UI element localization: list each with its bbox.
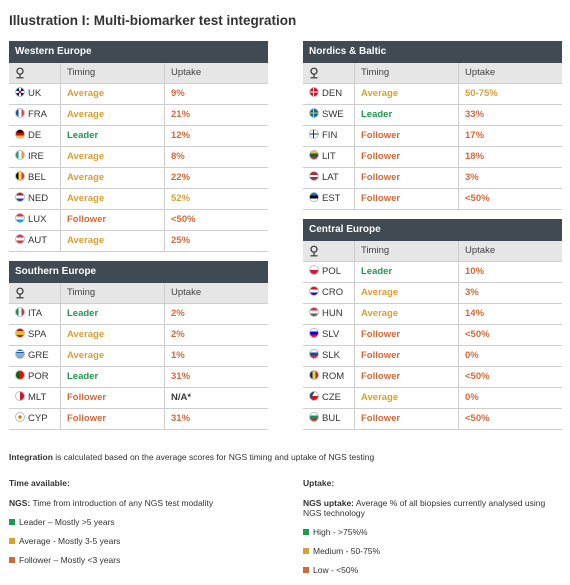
timing-cell: Average — [61, 346, 165, 366]
country-cell — [303, 189, 355, 209]
location-pin-icon — [308, 245, 320, 257]
country-cell — [9, 231, 61, 251]
de-flag-icon — [15, 129, 25, 139]
table-row — [9, 325, 268, 346]
table-row — [303, 105, 562, 126]
country-cell — [9, 304, 61, 324]
uptake-column-header: Uptake — [465, 245, 496, 256]
cyp-flag-icon — [15, 412, 25, 422]
uptake-column-header: Uptake — [171, 287, 202, 298]
country-cell — [9, 84, 61, 104]
leader-swatch — [9, 519, 15, 525]
uptake-column-header: Uptake — [465, 67, 496, 78]
uptake-heading: Uptake: — [303, 478, 335, 488]
country-code: CZE — [322, 392, 341, 403]
table-row — [303, 367, 562, 388]
follower-swatch — [9, 557, 15, 563]
fra-flag-icon — [15, 108, 25, 118]
medium-swatch — [303, 548, 309, 554]
timing-cell: Follower — [61, 210, 165, 230]
country-code: HUN — [322, 308, 343, 319]
country-code: MLT — [28, 392, 47, 403]
country-code: SLV — [322, 329, 340, 340]
table-row — [9, 84, 268, 105]
table-row — [9, 189, 268, 210]
gre-flag-icon — [15, 349, 25, 359]
ita-flag-icon — [15, 307, 25, 317]
country-code: NED — [28, 193, 49, 204]
timing-cell: Average — [61, 84, 165, 104]
uptake-cell: <50% — [465, 193, 490, 204]
country-code: CYP — [28, 413, 48, 424]
lat-flag-icon — [309, 171, 319, 181]
uptake-cell: 18% — [465, 151, 485, 162]
country-code: EST — [322, 193, 341, 204]
table-row — [9, 346, 268, 367]
timing-cell: Average — [355, 388, 459, 408]
country-cell — [9, 168, 61, 188]
table-row — [9, 126, 268, 147]
timing-column-header: Timing — [355, 63, 459, 83]
integration-note: Integration is calculated based on the average scores for NGS timing and uptake of NGS testing — [9, 452, 375, 462]
uptake-cell: 50-75% — [465, 88, 498, 99]
table-row — [9, 388, 268, 409]
panel-western-europe — [9, 41, 268, 252]
table-row — [303, 283, 562, 304]
bul-flag-icon — [309, 412, 319, 422]
column-header-row — [303, 241, 562, 262]
rom-flag-icon — [309, 370, 319, 380]
country-code: LIT — [322, 151, 336, 162]
timing-cell: Follower — [355, 367, 459, 387]
country-cell — [9, 189, 61, 209]
uk-flag-icon — [15, 87, 25, 97]
country-cell — [303, 105, 355, 125]
location-column-header — [9, 63, 61, 83]
location-pin-icon — [308, 67, 320, 79]
country-cell — [303, 325, 355, 345]
pol-flag-icon — [309, 265, 319, 275]
country-cell — [303, 262, 355, 282]
uptake-cell: 3% — [465, 287, 479, 298]
country-code: POR — [28, 371, 49, 382]
uptake-cell: 25% — [171, 235, 191, 246]
uptake-cell: 1% — [171, 350, 185, 361]
lit-flag-icon — [309, 150, 319, 160]
table-row — [303, 126, 562, 147]
fin-flag-icon — [309, 129, 319, 139]
time-available-heading: Time available: — [9, 478, 70, 488]
uptake-cell: 3% — [465, 172, 479, 183]
panel-nordics-baltic — [303, 41, 562, 210]
country-cell — [9, 367, 61, 387]
timing-cell: Leader — [61, 367, 165, 387]
uptake-cell: 31% — [171, 413, 191, 424]
cze-flag-icon — [309, 391, 319, 401]
table-row — [9, 168, 268, 189]
timing-cell: Follower — [355, 189, 459, 209]
timing-legend-average: Average - Mostly 3-5 years — [9, 536, 279, 546]
country-cell — [303, 346, 355, 366]
uptake-cell: 52% — [171, 193, 191, 204]
country-code: CRO — [322, 287, 344, 298]
uptake-cell: 2% — [171, 329, 185, 340]
timing-legend-follower: Follower – Mostly <3 years — [9, 555, 279, 565]
table-row — [9, 147, 268, 168]
est-flag-icon — [309, 192, 319, 202]
timing-cell: Follower — [355, 147, 459, 167]
table-row — [303, 409, 562, 430]
timing-cell: Follower — [355, 168, 459, 188]
country-code: SPA — [28, 329, 47, 340]
country-code: SWE — [322, 109, 344, 120]
column-header-row — [9, 63, 268, 84]
timing-cell: Follower — [61, 388, 165, 408]
country-code: DEN — [322, 88, 343, 99]
location-column-header — [303, 241, 355, 261]
table-row — [303, 147, 562, 168]
table-row — [303, 262, 562, 283]
country-cell — [303, 409, 355, 429]
uptake-cell: 14% — [465, 308, 485, 319]
uptake-cell: 22% — [171, 172, 191, 183]
slk-flag-icon — [309, 349, 319, 359]
location-column-header — [9, 283, 61, 303]
country-code: UK — [28, 88, 42, 99]
panel-title: Central Europe — [303, 219, 562, 241]
timing-cell: Follower — [355, 409, 459, 429]
location-column-header — [303, 63, 355, 83]
country-code: ROM — [322, 371, 345, 382]
country-code: IRE — [28, 151, 44, 162]
ngs-definition: NGS: Time from introduction of any NGS test modality — [9, 498, 214, 508]
ire-flag-icon — [15, 150, 25, 160]
timing-column-header: Timing — [355, 241, 459, 261]
average-swatch — [9, 538, 15, 544]
uptake-cell: <50% — [465, 413, 490, 424]
uptake-cell: 8% — [171, 151, 185, 162]
country-code: LAT — [322, 172, 339, 183]
panel-title: Southern Europe — [9, 261, 268, 283]
uptake-cell: 33% — [465, 109, 485, 120]
slv-flag-icon — [309, 328, 319, 338]
panel-central-europe — [303, 219, 562, 430]
cro-flag-icon — [309, 286, 319, 296]
timing-cell: Leader — [61, 126, 165, 146]
timing-cell: Leader — [355, 262, 459, 282]
panel-southern-europe — [9, 261, 268, 430]
timing-cell: Average — [61, 325, 165, 345]
country-cell — [303, 283, 355, 303]
table-row — [9, 210, 268, 231]
uptake-cell: 2% — [171, 308, 185, 319]
location-pin-icon — [14, 287, 26, 299]
timing-cell: Average — [61, 231, 165, 251]
country-cell — [303, 84, 355, 104]
table-row — [9, 367, 268, 388]
country-code: FRA — [28, 109, 47, 120]
timing-cell: Average — [355, 283, 459, 303]
country-code: LUX — [28, 214, 47, 225]
uptake-cell: 12% — [171, 130, 191, 141]
timing-cell: Leader — [355, 105, 459, 125]
aut-flag-icon — [15, 234, 25, 244]
uptake-cell: 0% — [465, 350, 479, 361]
high-swatch — [303, 529, 309, 535]
uptake-legend-medium: Medium - 50-75% — [303, 546, 565, 556]
table-row — [9, 105, 268, 126]
spa-flag-icon — [15, 328, 25, 338]
uptake-cell: N/A* — [171, 392, 192, 403]
timing-cell: Average — [61, 189, 165, 209]
uptake-section — [303, 478, 565, 575]
time-available-section — [9, 478, 279, 565]
uptake-cell: 9% — [171, 88, 185, 99]
table-row — [303, 304, 562, 325]
timing-column-header: Timing — [61, 283, 165, 303]
timing-cell: Average — [61, 105, 165, 125]
table-row — [303, 168, 562, 189]
timing-cell: Average — [61, 168, 165, 188]
bel-flag-icon — [15, 171, 25, 181]
uptake-cell: 10% — [465, 266, 485, 277]
country-code: POL — [322, 266, 342, 277]
table-row — [9, 409, 268, 430]
country-code: GRE — [28, 350, 49, 361]
uptake-legend-high: High - >75%% — [303, 527, 565, 537]
ned-flag-icon — [15, 192, 25, 202]
hun-flag-icon — [309, 307, 319, 317]
country-code: BUL — [322, 413, 341, 424]
uptake-cell: <50% — [171, 214, 196, 225]
uptake-legend-low: Low - <50% — [303, 565, 565, 575]
timing-cell: Follower — [355, 126, 459, 146]
table-row — [303, 325, 562, 346]
table-row — [303, 189, 562, 210]
table-row — [303, 388, 562, 409]
timing-cell: Average — [355, 84, 459, 104]
country-code: FIN — [322, 130, 338, 141]
country-cell — [303, 147, 355, 167]
column-header-row — [9, 283, 268, 304]
panel-title: Western Europe — [9, 41, 268, 63]
uptake-cell: 21% — [171, 109, 191, 120]
timing-cell: Follower — [355, 325, 459, 345]
country-cell — [303, 168, 355, 188]
timing-cell: Follower — [61, 409, 165, 429]
country-cell — [303, 126, 355, 146]
table-row — [9, 304, 268, 325]
country-cell — [9, 388, 61, 408]
uptake-definition: NGS uptake: Average % of all biopsies currently analysed using NGS technology — [303, 498, 546, 518]
timing-cell: Follower — [355, 346, 459, 366]
country-cell — [303, 367, 355, 387]
table-row — [303, 84, 562, 105]
country-cell — [9, 126, 61, 146]
country-code: SLK — [322, 350, 340, 361]
timing-cell: Average — [61, 147, 165, 167]
country-cell — [303, 304, 355, 324]
timing-column-header: Timing — [61, 63, 165, 83]
low-swatch — [303, 567, 309, 573]
country-code: ITA — [28, 308, 43, 319]
uptake-cell: 0% — [465, 392, 479, 403]
country-cell — [9, 346, 61, 366]
country-cell — [9, 325, 61, 345]
page-title: Illustration I: Multi-biomarker test integration — [9, 13, 297, 28]
lux-flag-icon — [15, 213, 25, 223]
country-code: DE — [28, 130, 42, 141]
country-cell — [9, 210, 61, 230]
column-header-row — [303, 63, 562, 84]
timing-cell: Leader — [61, 304, 165, 324]
uptake-column-header: Uptake — [171, 67, 202, 78]
country-cell — [303, 388, 355, 408]
panel-title: Nordics & Baltic — [303, 41, 562, 63]
mlt-flag-icon — [15, 391, 25, 401]
uptake-cell: 31% — [171, 371, 191, 382]
location-pin-icon — [14, 67, 26, 79]
table-row — [303, 346, 562, 367]
uptake-cell: <50% — [465, 371, 490, 382]
country-code: AUT — [28, 235, 47, 246]
table-row — [9, 231, 268, 252]
swe-flag-icon — [309, 108, 319, 118]
uptake-cell: <50% — [465, 329, 490, 340]
country-cell — [9, 409, 61, 429]
country-code: BEL — [28, 172, 46, 183]
por-flag-icon — [15, 370, 25, 380]
timing-legend-leader: Leader – Mostly >5 years — [9, 517, 279, 527]
timing-cell: Average — [355, 304, 459, 324]
country-cell — [9, 147, 61, 167]
country-cell — [9, 105, 61, 125]
uptake-cell: 17% — [465, 130, 485, 141]
den-flag-icon — [309, 87, 319, 97]
